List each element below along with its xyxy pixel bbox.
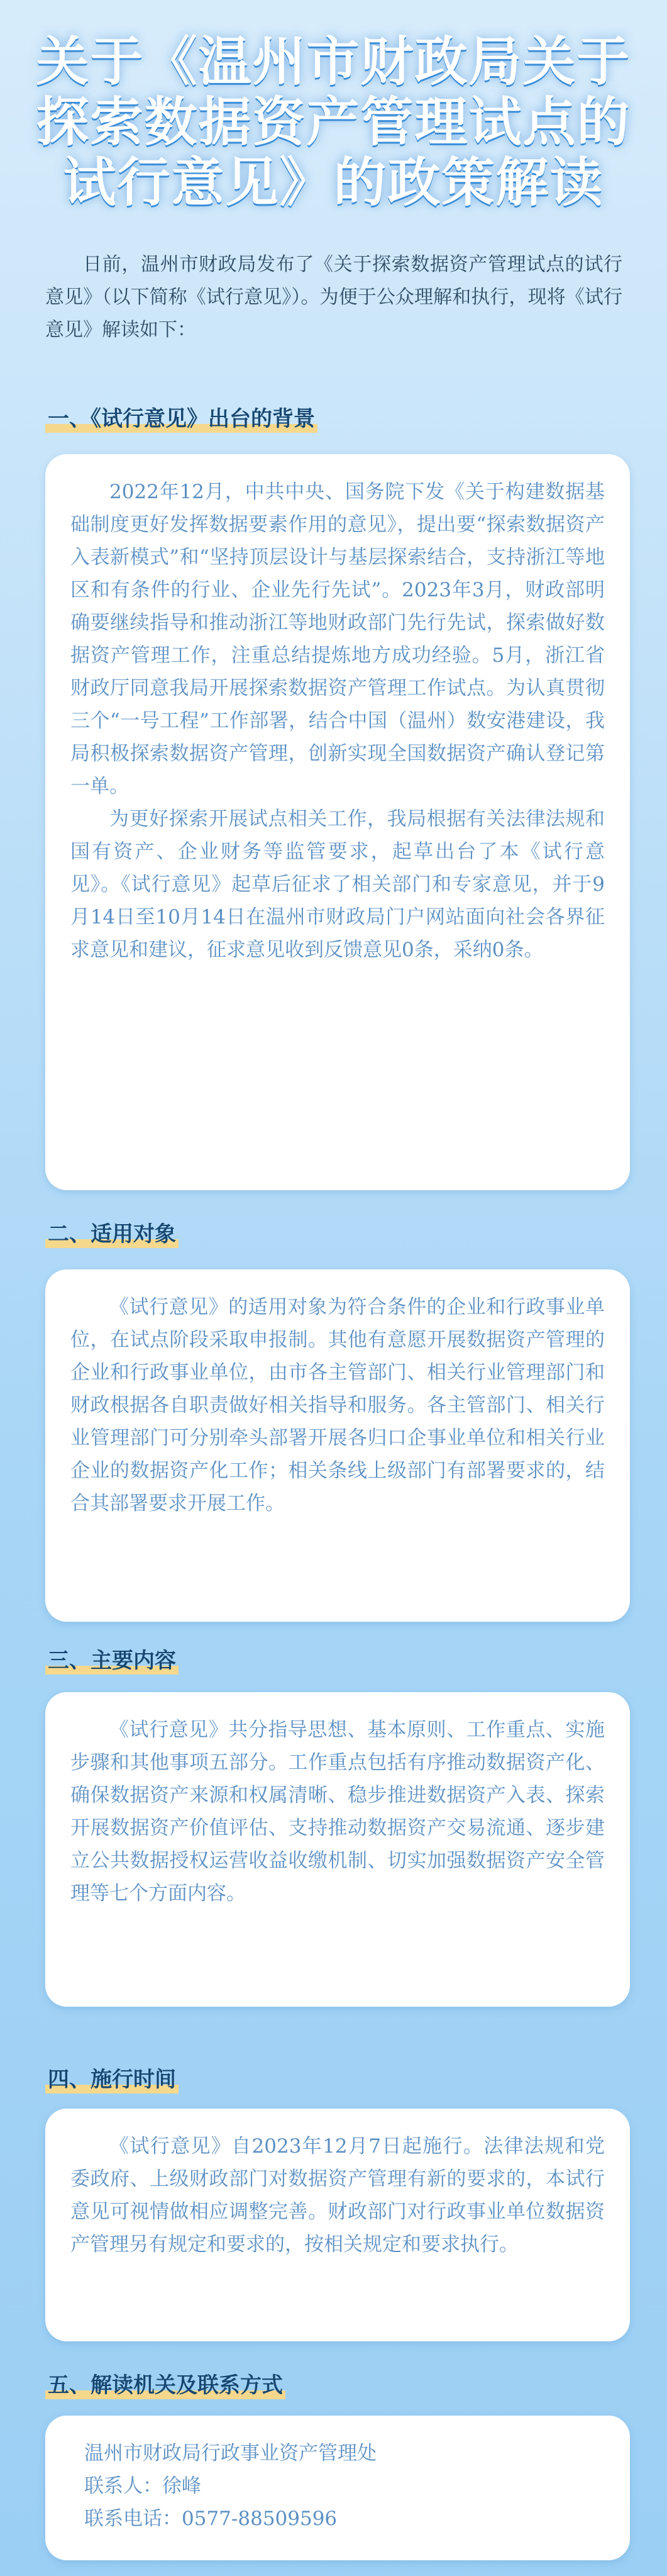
section-3-paragraph-1: 《试行意见》共分指导思想、基本原则、工作重点、实施步骤和其他事项五部分。工作重点包括有序推动数据资产化、确保数据资产来源和权属清晰、稳步推进数据资产入表、探索开展数据资产价值评估、支持推动数据资产交易流通、逐步建立公共数据授权运营收益收缴机制、切实加强数据资产安全管理等七个方面内容。 xyxy=(70,1719,605,1905)
section-1-paragraph-2: 为更好探索开展试点相关工作，我局根据有关法律法规和国有资产、企业财务等监管要求，起草出台了本《试行意见》。《试行意见》起草后征求了相关部门和专家意见，并于9月14日至10月14日在温州市财政局门户网站面向社会各界征求意见和建议，征求意见收到反馈意见0条，采纳0条。 xyxy=(70,808,605,961)
section-2-heading: 二、适用对象 xyxy=(45,1217,179,1249)
section-1-heading: 一、《试行意见》出台的背景 xyxy=(45,401,317,434)
title-line-1: 关于《温州市财政局关于 xyxy=(36,31,631,92)
contact-card xyxy=(45,2416,630,2560)
intro-paragraph: 日前，温州市财政局发布了《关于探索数据资产管理试点的试行意见》（以下简称《试行意见》）。为便于公众理解和执行，现将《试行意见》解读如下： xyxy=(45,254,622,341)
title-line-3: 试行意见》的政策解读 xyxy=(63,152,604,213)
section-4-heading: 四、施行时间 xyxy=(45,2062,179,2095)
section-2-paragraph-1: 《试行意见》的适用对象为符合条件的企业和行政事业单位，在试点阶段采取申报制。其他有意愿开展数据资产管理的企业和行政事业单位，由市各主管部门、相关行业管理部门和财政根据各自职责做好相关指导和服务。各主管部门、相关行业管理部门可分别牵头部署开展各归口企事业单位和相关行业企业的数据资产化工作；相关条线上级部门有部署要求的，结合其部署要求开展工作。 xyxy=(70,1296,605,1515)
contact-phone: 联系电话：0577-88509596 xyxy=(84,2507,338,2530)
section-1-paragraph-1: 2022年12月，中共中央、国务院下发《关于构建数据基础制度更好发挥数据要素作用的意见》，提出要“探索数据资产入表新模式”和“坚持顶层设计与基层探索结合，支持浙江等地区和有条件的行业、企业先行先试”。2023年3月，财政部明确要继续指导和推动浙江等地财政部门先行先试，探索做好数据资产管理工作，注重总结提炼地方成功经验。5月，浙江省财政厅同意我局开展探索数据资产管理工作试点。为认真贯彻三个“一号工程”工作部署，结合中国（温州）数安港建设，我局积极探索数据资产管理，创新实现全国数据资产确认登记第一单。 xyxy=(70,481,605,798)
title-line-2: 探索数据资产管理试点的 xyxy=(36,91,631,153)
section-3-card xyxy=(45,1692,630,2007)
page-title xyxy=(25,31,642,213)
contact-office: 温州市财政局行政事业资产管理处 xyxy=(84,2442,377,2465)
section-4-card xyxy=(45,2109,630,2341)
section-4-paragraph-1: 《试行意见》自2023年12月7日起施行。法律法规和党委政府、上级财政部门对数据资产管理有新的要求的，本试行意见可视情做相应调整完善。财政部门对行政事业单位数据资产管理另有规定和要求的，按相关规定和要求执行。 xyxy=(70,2135,605,2256)
section-2-card xyxy=(45,1269,630,1622)
section-1-card xyxy=(45,454,630,1190)
section-3-heading: 三、主要内容 xyxy=(45,1643,179,1676)
section-5-heading: 五、解读机关及联系方式 xyxy=(45,2368,285,2400)
contact-person: 联系人：徐峰 xyxy=(84,2475,201,2497)
